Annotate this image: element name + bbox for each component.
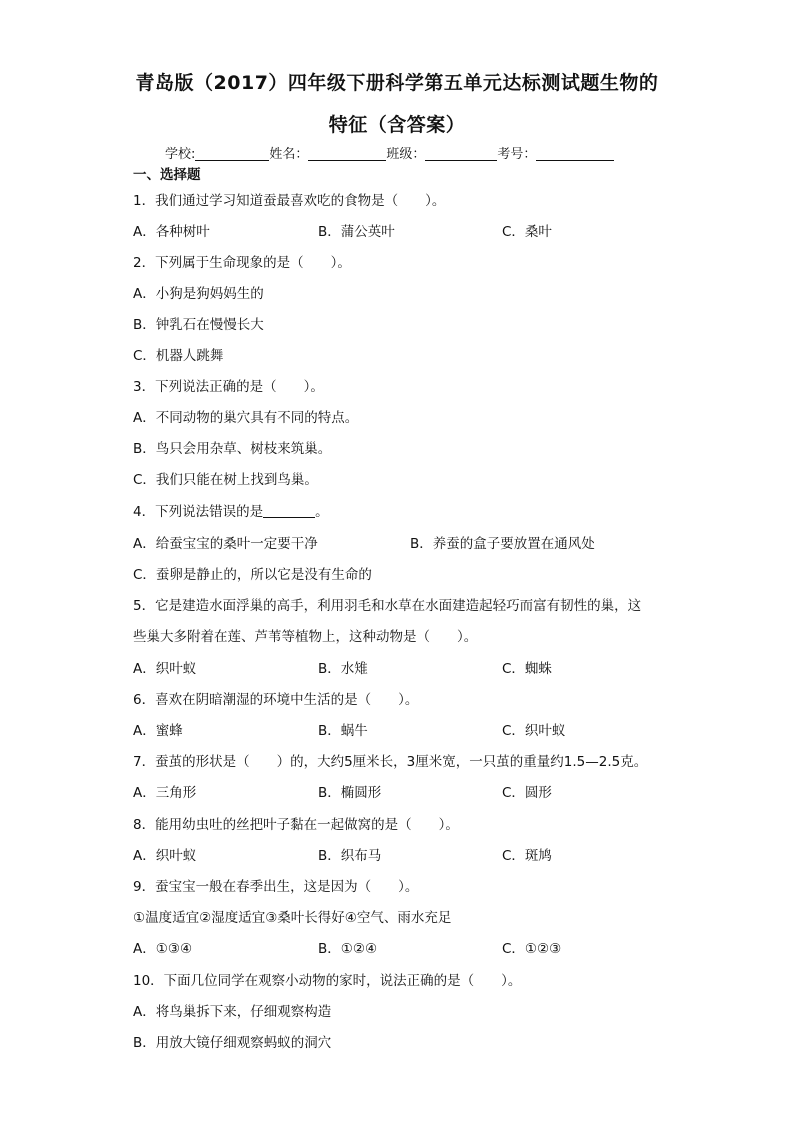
section-title: 一、选择题	[133, 167, 201, 183]
class-label: 班级：	[386, 147, 426, 162]
question-1-stem: 1．我们通过学习知道蚕最喜欢吃的食物是（ ）。	[133, 193, 446, 209]
question-4-stem-text: 4．下列说法错误的是	[133, 504, 264, 520]
question-4-stem-end: 。	[315, 504, 329, 520]
question-7-option-c[interactable]: C．圆形	[502, 785, 552, 801]
question-4-answer-blank[interactable]	[263, 504, 315, 518]
class-field[interactable]	[425, 146, 497, 161]
question-9-stem: 9．蚕宝宝一般在春季出生，这是因为（ ）。	[133, 879, 419, 895]
question-6-stem: 6．喜欢在阴暗潮湿的环境中生活的是（ ）。	[133, 692, 419, 708]
school-label: 学校:	[165, 147, 196, 162]
question-7-option-a[interactable]: A．三角形	[133, 785, 197, 801]
document-title-line1: 青岛版（2017）四年级下册科学第五单元达标测试题生物的	[135, 72, 659, 94]
question-5-option-b[interactable]: B．水雉	[318, 661, 368, 677]
question-10-stem: 10．下面几位同学在观察小动物的家时，说法正确的是（ ）。	[133, 973, 522, 989]
question-6-option-c[interactable]: C．织叶蚁	[502, 723, 566, 739]
question-8-option-a[interactable]: A．织叶蚁	[133, 848, 197, 864]
question-1-option-a[interactable]: A．各种树叶	[133, 224, 210, 240]
student-info-row	[165, 143, 614, 162]
question-9-hint: ①温度适宜②湿度适宜③桑叶长得好④空气、雨水充足	[133, 910, 452, 926]
question-4-stem	[133, 503, 329, 521]
question-5-option-a[interactable]: A．织叶蚁	[133, 661, 197, 677]
question-7-option-b[interactable]: B．椭圆形	[318, 785, 382, 801]
question-1-option-c[interactable]: C．桑叶	[502, 224, 552, 240]
question-9-option-b[interactable]: B．①②④	[318, 941, 378, 957]
question-5-option-c[interactable]: C．蜘蛛	[502, 661, 552, 677]
question-9-option-a[interactable]: A．①③④	[133, 941, 193, 957]
question-3-stem: 3．下列说法正确的是（ ）。	[133, 379, 324, 395]
name-label: 姓名：	[269, 147, 309, 162]
question-10-option-a[interactable]: A．将鸟巢拆下来，仔细观察构造	[133, 1004, 332, 1020]
question-10-option-b[interactable]: B．用放大镜仔细观察蚂蚁的洞穴	[133, 1035, 332, 1051]
question-2-option-c[interactable]: C．机器人跳舞	[133, 348, 224, 364]
question-7-stem: 7．蚕茧的形状是（ ）的，大约5厘米长，3厘米宽，一只茧的重量约1.5—2.5克。	[133, 754, 648, 770]
question-2-stem: 2．下列属于生命现象的是（ ）。	[133, 255, 351, 271]
question-1-option-b[interactable]: B．蒲公英叶	[318, 224, 395, 240]
number-label: 考号：	[497, 147, 537, 162]
question-3-option-a[interactable]: A．不同动物的巢穴具有不同的特点。	[133, 410, 359, 426]
question-6-option-a[interactable]: A．蜜蜂	[133, 723, 183, 739]
question-4-option-b[interactable]: B．养蚕的盒子要放置在通风处	[410, 536, 595, 552]
question-2-option-a[interactable]: A．小狗是狗妈妈生的	[133, 286, 264, 302]
question-5-stem-line1: 5．它是建造水面浮巢的高手，利用羽毛和水草在水面建造起轻巧而富有韧性的巢，这	[133, 598, 642, 614]
school-field[interactable]	[195, 146, 269, 161]
question-6-option-b[interactable]: B．蜗牛	[318, 723, 368, 739]
question-8-option-c[interactable]: C．斑鸠	[502, 848, 552, 864]
document-title-line2: 特征（含答案）	[328, 114, 466, 136]
question-5-stem-line2: 些巢大多附着在莲、芦苇等植物上，这种动物是（ ）。	[133, 629, 478, 645]
question-3-option-c[interactable]: C．我们只能在树上找到鸟巢。	[133, 472, 318, 488]
question-3-option-b[interactable]: B．鸟只会用杂草、树枝来筑巢。	[133, 441, 332, 457]
question-8-stem: 8．能用幼虫吐的丝把叶子黏在一起做窝的是（ ）。	[133, 817, 459, 833]
question-4-option-a[interactable]: A．给蚕宝宝的桑叶一定要干净	[133, 536, 318, 552]
name-field[interactable]	[308, 146, 386, 161]
question-9-option-c[interactable]: C．①②③	[502, 941, 562, 957]
question-8-option-b[interactable]: B．织布马	[318, 848, 382, 864]
question-2-option-b[interactable]: B．钟乳石在慢慢长大	[133, 317, 264, 333]
exam-number-field[interactable]	[536, 146, 614, 161]
question-4-option-c[interactable]: C．蚕卵是静止的，所以它是没有生命的	[133, 567, 372, 583]
